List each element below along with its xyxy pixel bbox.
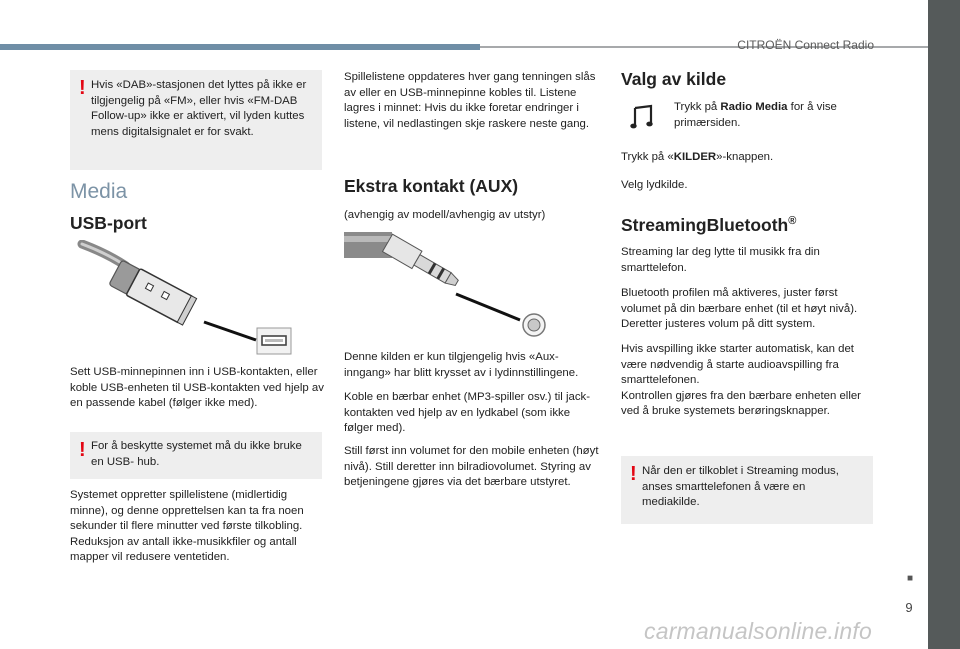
running-title: CITROËN Connect Radio <box>737 38 874 52</box>
exclamation-icon: ! <box>630 463 637 485</box>
note-dab-text: Hvis «DAB»-stasjonen det lyttes på ikke er tilgjengelig på «FM», eller hvis «FM-DAB Follow-up» ikke er aktivert, vil lyden kuttes mens digitalsignalet er for svakt. <box>91 79 307 138</box>
usb-plug-illustration <box>70 240 322 360</box>
header-accent-bar <box>0 44 480 50</box>
heading-usb-port: USB-port <box>70 213 147 233</box>
note-dab <box>70 70 322 170</box>
page-edge-strip <box>928 0 960 649</box>
note-usb-hub <box>70 432 322 479</box>
heading-aux: Ekstra kontakt (AUX) <box>344 176 519 196</box>
aux-paragraph-3: Still først inn volumet for den mobile enheten (høyt nivå). Still deretter inn bilradiovolumet. Styring av betjeningene gjøres via det bærbare utstyret. <box>344 445 599 489</box>
registered-mark: ® <box>788 215 797 228</box>
usb-plug-body <box>108 259 196 325</box>
note-hub-text: For å beskytte systemet må du ikke bruke en USB- hub. <box>91 440 302 468</box>
aux-paragraph-1: Denne kilden er kun tilgjengelig hvis «Aux-inngang» har blitt krysset av i lydinnstillingene. <box>344 351 579 379</box>
usb-socket-icon <box>257 328 291 354</box>
step-choose-source: Velg lydkilde. <box>621 179 688 191</box>
page-marker: ■ <box>907 573 914 584</box>
step-sources: Trykk på «KILDER»-knappen. <box>621 151 774 163</box>
heading-source-selection: Valg av kilde <box>621 69 727 89</box>
playlists-paragraph: Spillelistene oppdateres hver gang tenningen slås av eller en USB-minnepinne kobles til. Listene lagres i minnet: Hvis du ikke foretar endringer i listene, vil nedlastingen skje raskere neste gang. <box>344 71 596 130</box>
aux-paragraph-2: Koble en bærbar enhet (MP3-spiller osv.) til jack-kontakten ved hjelp av en lydkabel (som ikke følger med). <box>344 391 591 435</box>
jack-body <box>344 232 392 258</box>
step-radio-media: Trykk på Radio Media for å vise primærsiden. <box>674 101 837 129</box>
aux-subtitle: (avhengig av modell/avhengig av utstyr) <box>344 209 546 221</box>
radio-media-label: Radio Media <box>720 101 788 113</box>
bt-paragraph-1: Streaming lar deg lytte til musikk fra din smarttelefon. <box>621 246 820 274</box>
usb-paragraph-2: Systemet oppretter spillelistene (midlertidig minne), og denne opprettelsen kan ta fra noen sekunder til flere minutter ved første tilkobling. Reduksjon av antall ikke-musikkfiler og antall mapper vil redusere ventetiden. <box>70 489 304 564</box>
bt-paragraph-2: Bluetooth profilen må aktiveres, juster først volumet på din bærbare enhet (til et høyt nivå). Deretter justeres volum på ditt system. <box>621 287 858 331</box>
bt-paragraph-3: Hvis avspilling ikke starter automatisk, kan det være nødvendig å starte audioavspilling fra smarttelefonen. Kontrollen gjøres fra den bærbare enheten eller ved å bruke systemets berøringsknapper. <box>621 343 861 418</box>
note-streaming <box>621 456 873 524</box>
exclamation-icon: ! <box>79 77 86 99</box>
music-note-icon <box>630 104 656 130</box>
exclamation-icon: ! <box>79 439 86 461</box>
section-title-media: Media <box>70 180 128 203</box>
note-streaming-text: Når den er tilkoblet i Streaming modus, anses smarttelefonen å være en mediakilde. <box>642 465 839 509</box>
usb-pointer-line <box>204 322 256 340</box>
jack-pointer-line <box>456 294 520 320</box>
watermark-text: carmanualsonline.info <box>644 618 872 644</box>
usb-paragraph-1: Sett USB-minnepinnen inn i USB-kontakten, eller koble USB-enheten til USB-kontakten ved hjelp av en passende kabel (følger ikke med). <box>70 366 324 410</box>
jack-plug <box>383 234 462 291</box>
jack-plug-illustration <box>344 228 600 344</box>
page-number: 9 <box>905 600 913 615</box>
sources-label: KILDER <box>673 151 717 163</box>
aux-socket-icon <box>523 314 545 336</box>
heading-streaming-bluetooth: StreamingBluetooth® <box>621 215 797 235</box>
